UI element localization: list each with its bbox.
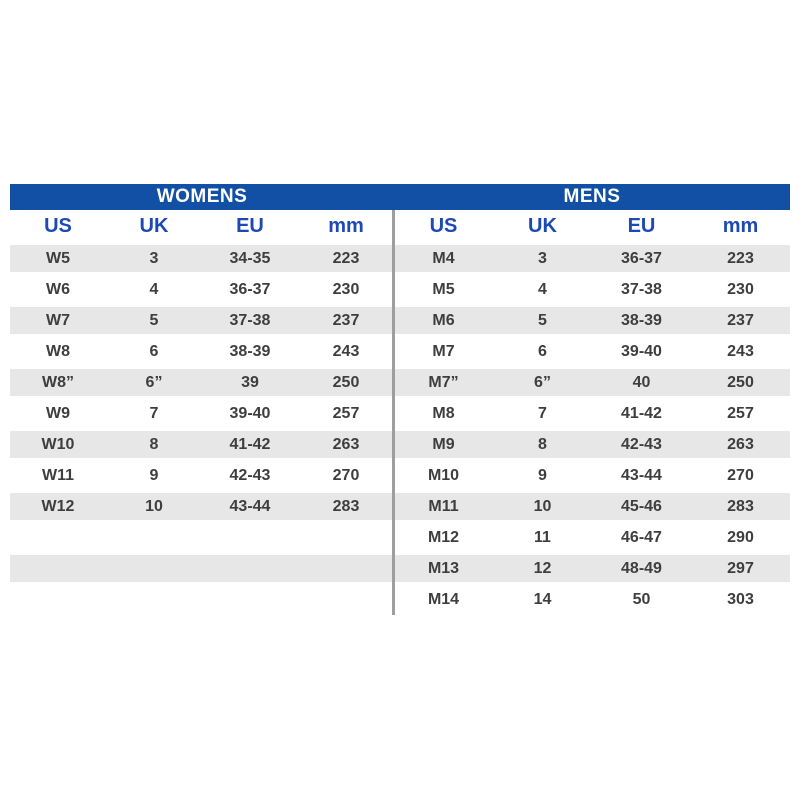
cell-eu: 37-38	[621, 280, 662, 298]
cell-mm: 257	[332, 404, 360, 422]
cell-uk: 3	[538, 249, 547, 267]
cell-uk: 11	[534, 528, 551, 546]
cell-us: W7	[46, 311, 70, 329]
cell-us: W12	[41, 497, 75, 515]
cell-uk: 4	[538, 280, 547, 298]
cell-uk: 9	[538, 466, 547, 484]
cell-uk: 7	[149, 404, 159, 422]
mens-row	[394, 307, 790, 334]
womens-row	[10, 245, 394, 272]
mens-row	[394, 522, 790, 553]
cell-uk: 6	[149, 342, 159, 360]
womens-column-headers	[10, 210, 394, 243]
womens-row	[10, 431, 394, 458]
cell-mm: 263	[332, 435, 360, 453]
cell-us: W11	[41, 466, 74, 484]
cell-mm: 243	[332, 342, 360, 360]
cell-us: W8”	[42, 373, 74, 391]
cell-us: M14	[427, 590, 460, 608]
cell-eu: 43-44	[621, 466, 662, 484]
cell-eu: 42-43	[621, 435, 662, 453]
womens-header-mm: mm	[328, 215, 364, 237]
cell-mm: 243	[727, 342, 754, 360]
cell-mm: 297	[727, 559, 754, 577]
cell-mm: 290	[727, 528, 754, 546]
mens-header-us: US	[429, 215, 458, 237]
cell-mm: 223	[332, 249, 360, 267]
cell-mm: 283	[727, 497, 754, 515]
womens-row	[10, 369, 394, 396]
cell-us: M4	[432, 249, 455, 267]
womens-row	[10, 307, 394, 334]
cell-uk: 8	[538, 435, 547, 453]
cell-us: M9	[432, 435, 455, 453]
cell-uk: 12	[533, 559, 552, 577]
womens-row	[10, 493, 394, 520]
cell-eu: 48-49	[621, 559, 662, 577]
cell-mm: 257	[727, 404, 754, 422]
cell-eu: 39	[241, 373, 259, 391]
womens-row	[10, 398, 394, 429]
cell-us: W10	[41, 435, 75, 453]
cell-uk: 6	[538, 342, 547, 360]
cell-eu: 41-42	[621, 404, 662, 422]
table-row	[10, 522, 790, 553]
cell-uk: 5	[149, 311, 159, 329]
cell-uk: 3	[149, 249, 159, 267]
womens-section-title: WOMENS	[156, 186, 248, 207]
table-row	[10, 243, 790, 274]
cell-mm: 250	[332, 373, 360, 391]
mens-row	[394, 398, 790, 429]
mens-row	[394, 369, 790, 396]
womens-header-eu: EU	[236, 215, 264, 237]
mens-row	[394, 245, 790, 272]
mens-row	[394, 555, 790, 582]
table-row	[10, 460, 790, 491]
mens-column-headers	[394, 210, 790, 243]
womens-header-uk: UK	[139, 215, 169, 237]
cell-eu: 42-43	[229, 466, 271, 484]
mens-header-uk: UK	[528, 215, 557, 237]
cell-uk: 6”	[534, 373, 551, 391]
cell-mm: 263	[727, 435, 754, 453]
table-row	[10, 336, 790, 367]
cell-us: M13	[427, 559, 460, 577]
cell-eu: 40	[632, 373, 651, 391]
mens-header-mm: mm	[722, 215, 759, 237]
cell-eu: 41-42	[229, 435, 271, 453]
cell-mm: 223	[727, 249, 754, 267]
size-conversion-chart	[10, 184, 790, 615]
cell-us: W9	[46, 404, 70, 422]
table-row	[10, 398, 790, 429]
mens-header-eu: EU	[627, 215, 656, 237]
womens-row	[10, 336, 394, 367]
cell-eu: 38-39	[229, 342, 271, 360]
table-row	[10, 429, 790, 460]
cell-mm: 230	[332, 280, 360, 298]
cell-mm: 283	[332, 497, 360, 515]
cell-uk: 8	[149, 435, 159, 453]
cell-eu: 39-40	[621, 342, 662, 360]
cell-eu: 46-47	[621, 528, 662, 546]
table-row	[10, 305, 790, 336]
cell-us: M7	[432, 342, 455, 360]
cell-us: W6	[46, 280, 70, 298]
table-row	[10, 274, 790, 305]
womens-row-empty	[10, 584, 394, 615]
cell-us: M6	[432, 311, 455, 329]
section-divider-line	[392, 210, 395, 615]
cell-mm: 237	[727, 311, 754, 329]
cell-eu: 45-46	[621, 497, 662, 515]
womens-row	[10, 460, 394, 491]
table-row	[10, 553, 790, 584]
column-header-row	[10, 210, 790, 243]
cell-us: M5	[432, 280, 455, 298]
cell-mm: 270	[727, 466, 754, 484]
cell-us: W8	[46, 342, 70, 360]
section-banner	[10, 184, 790, 210]
cell-uk: 10	[145, 497, 163, 515]
mens-row	[394, 493, 790, 520]
cell-mm: 270	[332, 466, 360, 484]
table-row	[10, 491, 790, 522]
cell-mm: 250	[727, 373, 754, 391]
womens-row-empty	[10, 522, 394, 553]
cell-eu: 50	[632, 590, 651, 608]
cell-uk: 5	[538, 311, 547, 329]
cell-uk: 9	[149, 466, 159, 484]
cell-mm: 303	[727, 590, 754, 608]
cell-us: W5	[46, 249, 70, 267]
cell-eu: 34-35	[229, 249, 271, 267]
mens-row	[394, 431, 790, 458]
cell-eu: 38-39	[621, 311, 662, 329]
mens-row	[394, 274, 790, 305]
cell-eu: 37-38	[229, 311, 271, 329]
cell-uk: 7	[538, 404, 547, 422]
cell-mm: 230	[727, 280, 754, 298]
mens-row	[394, 336, 790, 367]
womens-row-empty	[10, 555, 394, 582]
cell-eu: 36-37	[229, 280, 271, 298]
cell-us: M11	[428, 497, 459, 515]
cell-us: M12	[427, 528, 460, 546]
mens-section-title: MENS	[563, 186, 621, 207]
cell-uk: 10	[533, 497, 552, 515]
cell-uk: 14	[533, 590, 552, 608]
cell-mm: 237	[332, 311, 360, 329]
table-row	[10, 367, 790, 398]
table-row	[10, 584, 790, 615]
womens-header-us: US	[44, 215, 72, 237]
cell-uk: 4	[149, 280, 159, 298]
cell-uk: 6”	[145, 373, 163, 391]
mens-row	[394, 584, 790, 615]
cell-eu: 39-40	[229, 404, 271, 422]
cell-us: M8	[432, 404, 455, 422]
womens-row	[10, 274, 394, 305]
cell-eu: 43-44	[229, 497, 271, 515]
cell-us: M10	[427, 466, 460, 484]
cell-us: M7”	[428, 373, 459, 391]
mens-row	[394, 460, 790, 491]
cell-eu: 36-37	[621, 249, 662, 267]
